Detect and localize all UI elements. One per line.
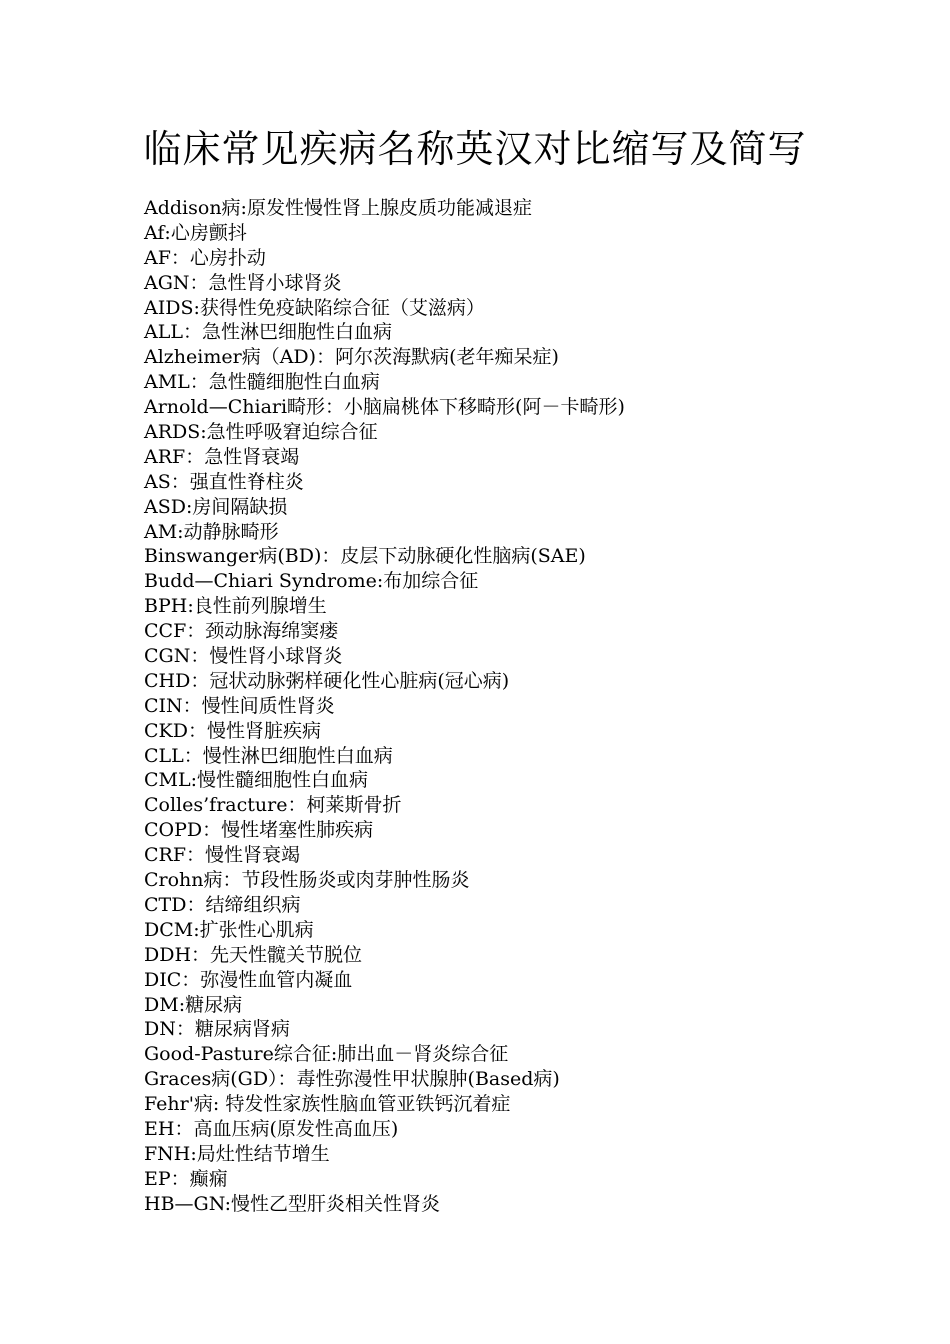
list-item: CML:慢性髓细胞性白血病	[144, 769, 369, 792]
list-item: HB—GN:慢性乙型肝炎相关性肾炎	[144, 1192, 441, 1215]
page-title: 临床常见疾病名称英汉对比缩写及简写	[143, 127, 807, 171]
list-item: BPH:良性前列腺增生	[144, 595, 327, 618]
list-item: EH：高血压病(原发性高血压)	[144, 1117, 399, 1140]
list-item: CIN：慢性间质性肾炎	[144, 694, 335, 717]
list-item: AGN：急性肾小球肾炎	[144, 271, 342, 294]
list-item: AML：急性髓细胞性白血病	[144, 371, 380, 394]
list-item: ARDS:急性呼吸窘迫综合征	[144, 421, 378, 444]
list-item: CRF：慢性肾衰竭	[144, 844, 301, 867]
list-item: ASD:房间隔缺损	[144, 495, 288, 518]
list-item: Fehr'病: 特发性家族性脑血管亚铁钙沉着症	[144, 1093, 511, 1116]
list-item: DCM:扩张性心肌病	[144, 918, 314, 941]
list-item: AM:动静脉畸形	[144, 520, 279, 543]
list-item: DM:糖尿病	[144, 993, 243, 1016]
list-item: COPD：慢性堵塞性肺疾病	[144, 819, 374, 842]
list-item: CLL：慢性淋巴细胞性白血病	[144, 744, 393, 767]
list-item: CTD：结缔组织病	[144, 893, 301, 916]
disease-abbreviation-list	[144, 196, 924, 1217]
list-item: Alzheimer病（AD)：阿尔茨海默病(老年痴呆症)	[144, 346, 559, 369]
list-item: Colles’fracture：柯莱斯骨折	[144, 794, 402, 817]
list-item: CCF：颈动脉海绵窦瘘	[144, 620, 339, 643]
list-item: Af:心房颤抖	[144, 221, 247, 244]
list-item: Graces病(GD）：毒性弥漫性甲状腺肿(Based病)	[144, 1068, 560, 1091]
list-item: AS：强直性脊柱炎	[144, 470, 304, 493]
list-item: EP：癫痫	[144, 1167, 228, 1190]
list-item: CKD：慢性肾脏疾病	[144, 719, 321, 742]
list-item: Budd—Chiari Syndrome:布加综合征	[144, 570, 479, 593]
list-item: FNH:局灶性结节增生	[144, 1142, 330, 1165]
list-item: AIDS:获得性免疫缺陷综合征（艾滋病）	[144, 296, 485, 319]
list-item: DN：糖尿病肾病	[144, 1018, 290, 1041]
list-item: AF：心房扑动	[144, 246, 266, 269]
list-item: DIC：弥漫性血管内凝血	[144, 968, 353, 991]
list-item: Arnold—Chiari畸形：小脑扁桃体下移畸形(阿－卡畸形)	[144, 396, 625, 419]
list-item: CGN：慢性肾小球肾炎	[144, 645, 343, 668]
list-item: Good-Pasture综合征:肺出血－肾炎综合征	[144, 1043, 509, 1066]
list-item: DDH：先天性髋关节脱位	[144, 943, 363, 966]
list-item: CHD：冠状动脉粥样硬化性心脏病(冠心病)	[144, 669, 510, 692]
list-item: ARF：急性肾衰竭	[144, 445, 300, 468]
list-item: Binswanger病(BD)：皮层下动脉硬化性脑病(SAE)	[144, 545, 586, 568]
list-item: ALL：急性淋巴细胞性白血病	[144, 321, 392, 344]
list-item: Crohn病：节段性肠炎或肉芽肿性肠炎	[144, 869, 470, 892]
list-item: Addison病:原发性慢性肾上腺皮质功能减退症	[144, 197, 532, 219]
